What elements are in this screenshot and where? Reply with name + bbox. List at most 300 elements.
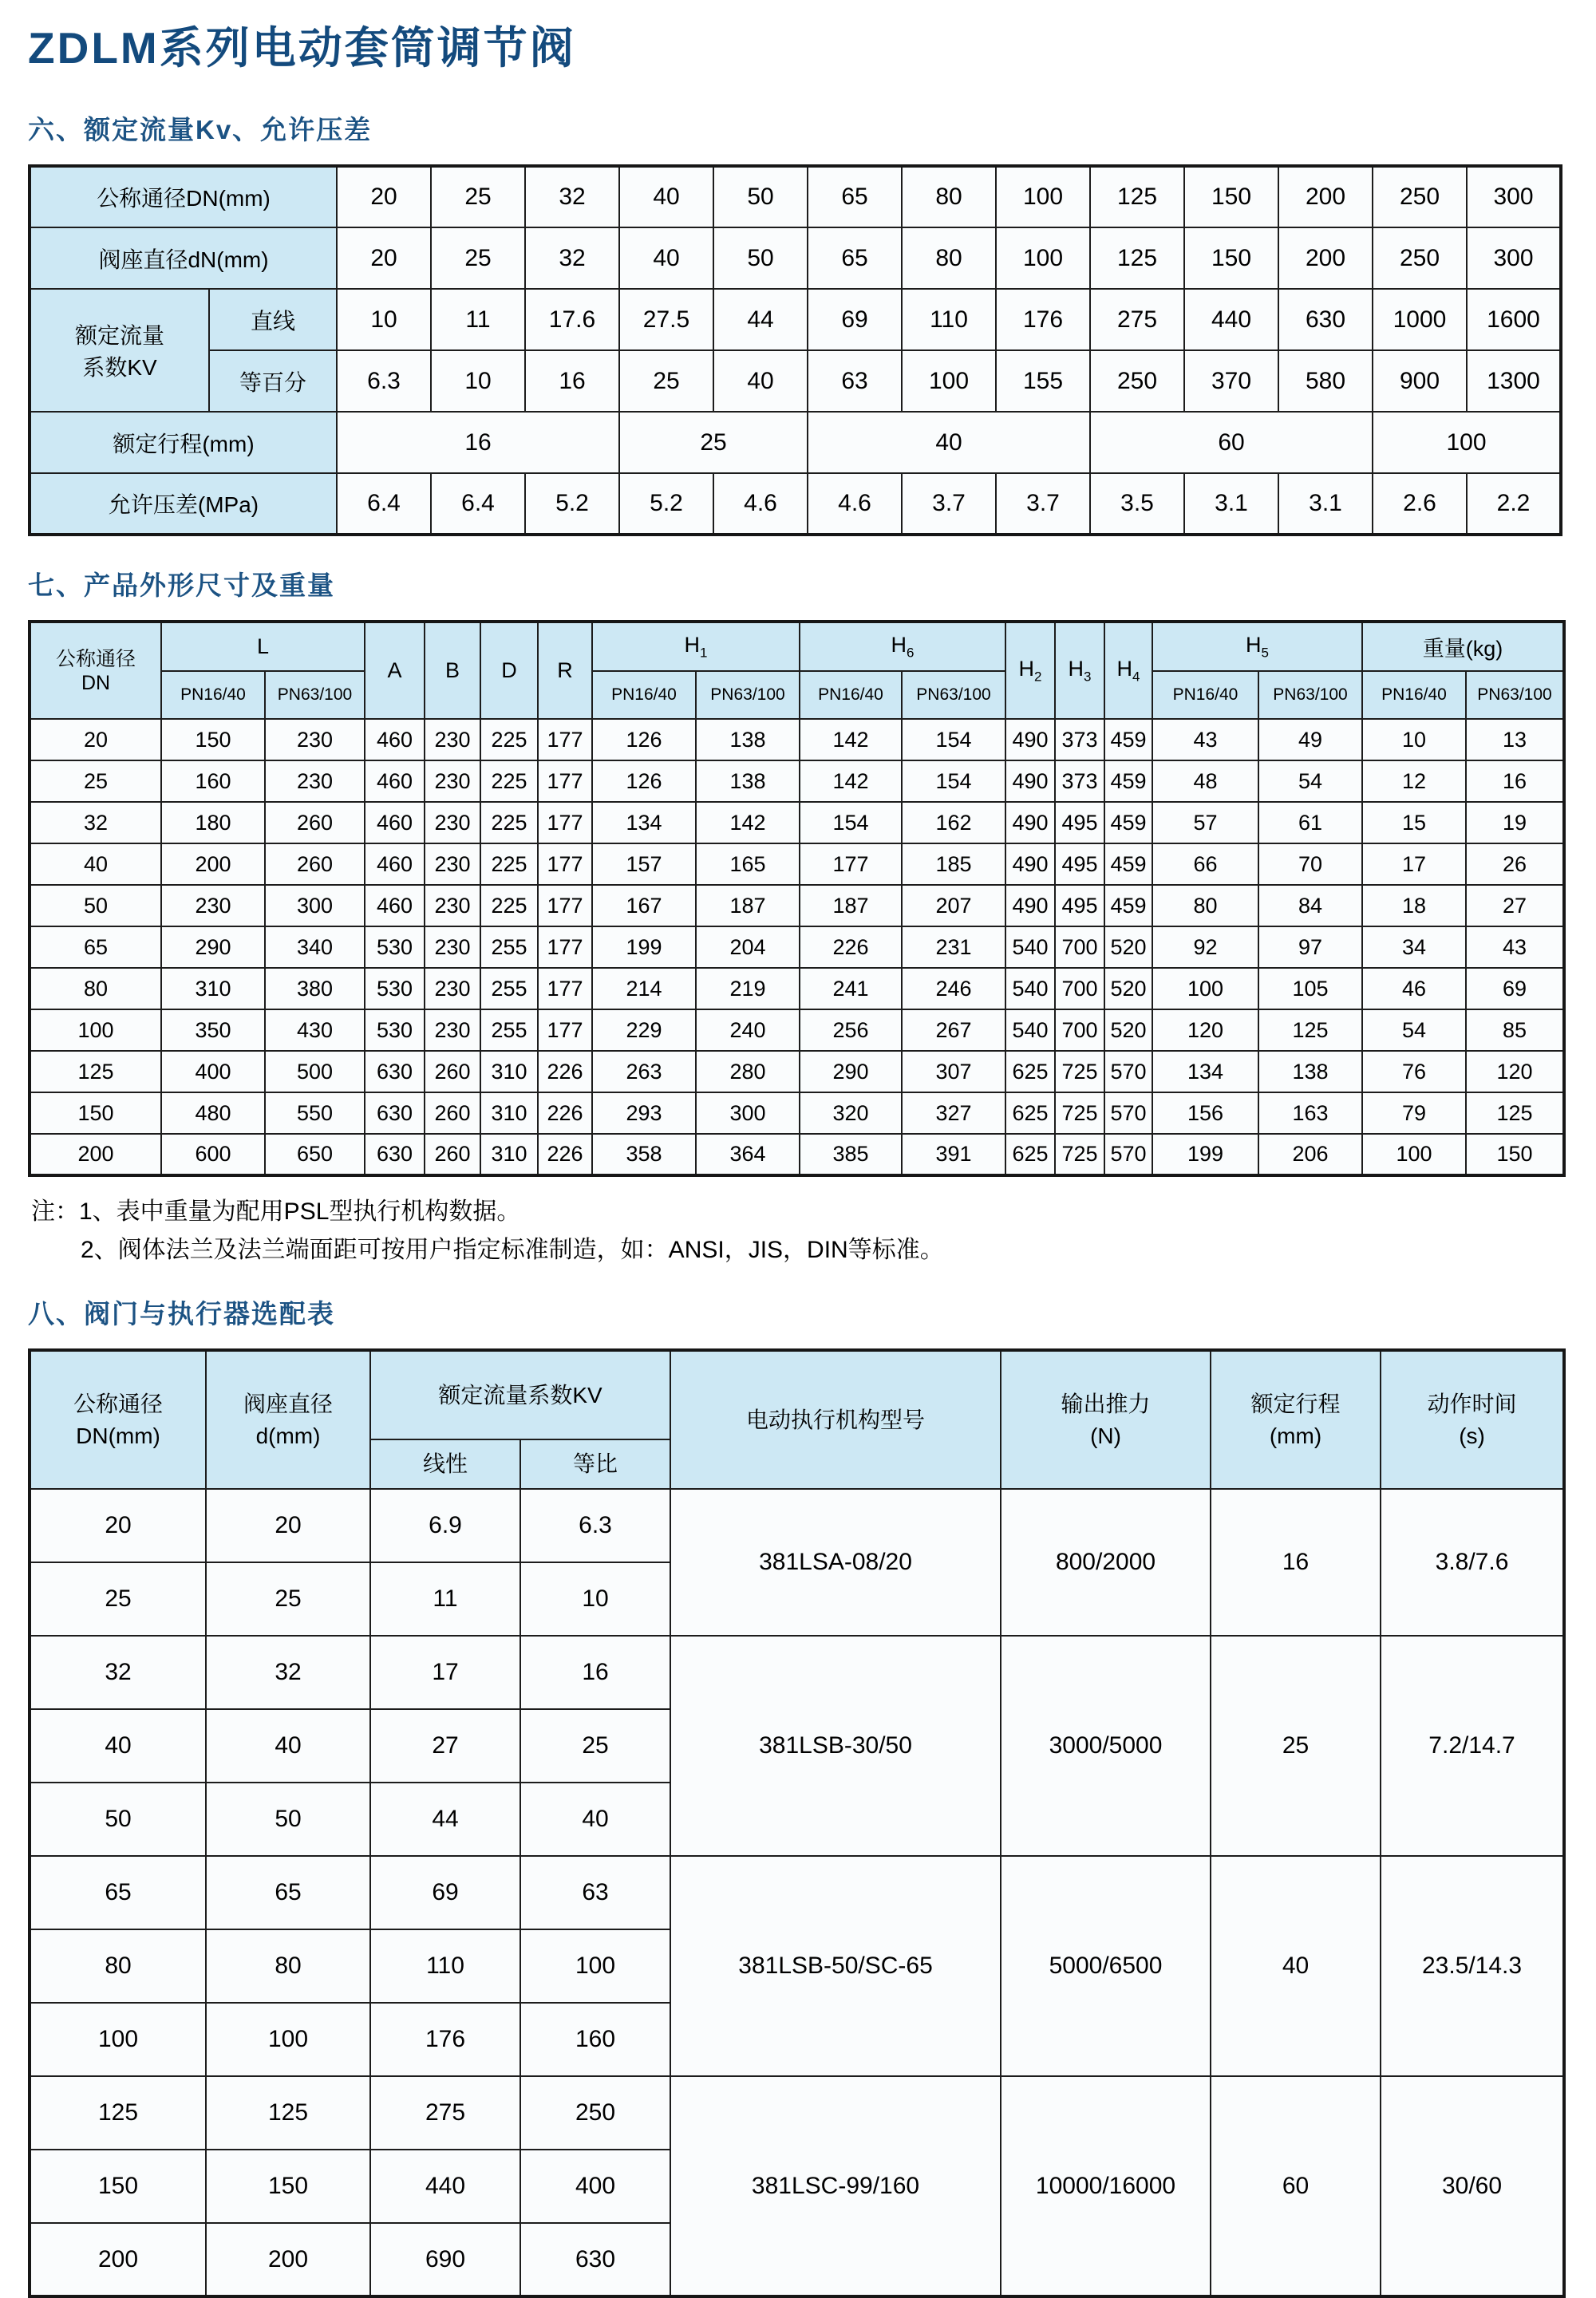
value-cell: 4.6	[713, 473, 808, 535]
value-cell: 263	[592, 1051, 696, 1092]
value-cell: 40	[30, 843, 161, 885]
value-cell: 380	[265, 968, 365, 1009]
value-cell: 43	[1466, 926, 1564, 968]
value-cell: 150	[161, 719, 265, 760]
value-cell: 110	[370, 1929, 520, 2003]
value-cell: 50	[713, 166, 808, 227]
table-row	[30, 1489, 1564, 1562]
table-row	[30, 166, 1561, 227]
value-cell: 177	[538, 885, 592, 926]
row-label-kv	[30, 289, 209, 412]
value-cell: 310	[161, 968, 265, 1009]
actuator-model-cell: 381LSA-08/20	[670, 1489, 1001, 1636]
value-cell: 625	[1005, 1051, 1055, 1092]
value-cell: 176	[996, 289, 1090, 350]
value-cell: 307	[902, 1051, 1005, 1092]
col-header-B: B	[425, 622, 480, 719]
value-cell: 150	[30, 1092, 161, 1134]
dn-header-line2: DN	[81, 671, 111, 694]
value-cell: 310	[480, 1092, 538, 1134]
value-cell: 34	[1362, 926, 1466, 968]
value-cell: 20	[30, 1489, 206, 1562]
value-cell: 84	[1258, 885, 1362, 926]
value-cell: 66	[1152, 843, 1258, 885]
value-cell: 125	[1090, 166, 1184, 227]
value-cell: 76	[1362, 1051, 1466, 1092]
value-cell: 6.4	[337, 473, 431, 535]
value-cell: 1300	[1467, 350, 1561, 412]
subheader-pn63-100: PN63/100	[265, 671, 365, 719]
value-cell: 43	[1152, 719, 1258, 760]
value-cell: 125	[1258, 1009, 1362, 1051]
value-cell: 32	[206, 1636, 370, 1709]
value-cell: 219	[696, 968, 800, 1009]
value-cell: 241	[800, 968, 902, 1009]
value-cell: 460	[365, 885, 425, 926]
value-cell: 364	[696, 1134, 800, 1175]
value-cell: 580	[1278, 350, 1373, 412]
value-cell: 142	[800, 760, 902, 802]
table-row	[30, 1051, 1564, 1092]
value-cell: 25	[431, 166, 525, 227]
value-cell: 250	[1373, 227, 1467, 289]
value-cell: 97	[1258, 926, 1362, 968]
value-cell: 570	[1104, 1051, 1152, 1092]
value-cell: 150	[1466, 1134, 1564, 1175]
value-cell: 255	[480, 1009, 538, 1051]
value-cell: 65	[30, 926, 161, 968]
value-cell: 16	[337, 412, 619, 473]
value-cell: 327	[902, 1092, 1005, 1134]
value-cell: 300	[1467, 227, 1561, 289]
page-title: ZDLM系列电动套筒调节阀	[28, 23, 576, 73]
value-cell: 230	[425, 1009, 480, 1051]
value-cell: 138	[696, 719, 800, 760]
dimensions-weight-table	[28, 620, 1566, 1177]
value-cell: 100	[1152, 968, 1258, 1009]
kv-label-line1: 额定流量	[74, 323, 164, 348]
value-cell: 530	[365, 926, 425, 968]
actuator-model-cell: 381LSC-99/160	[670, 2076, 1001, 2296]
value-cell: 459	[1104, 719, 1152, 760]
time-cell: 3.8/7.6	[1381, 1489, 1564, 1636]
value-cell: 125	[1090, 227, 1184, 289]
value-cell: 230	[425, 885, 480, 926]
value-cell: 200	[30, 2223, 206, 2296]
value-cell: 154	[902, 760, 1005, 802]
value-cell: 20	[30, 719, 161, 760]
value-cell: 40	[30, 1709, 206, 1783]
table-row	[30, 227, 1561, 289]
value-cell: 200	[30, 1134, 161, 1175]
value-cell: 3.7	[996, 473, 1090, 535]
col-header-H6: $H_6$	[800, 622, 1005, 671]
value-cell: 40	[619, 166, 713, 227]
valve-actuator-selection-table	[28, 1348, 1566, 2298]
section7-heading: 七、产品外形尺寸及重量	[28, 571, 335, 600]
subheader-pn63-100: PN63/100	[1466, 671, 1564, 719]
col-header-output-thrust: 输出推力 (N)	[1001, 1350, 1211, 1489]
value-cell: 138	[696, 760, 800, 802]
value-cell: 1600	[1467, 289, 1561, 350]
flow-pressure-table-body	[30, 166, 1561, 535]
value-cell: 57	[1152, 802, 1258, 843]
value-cell: 63	[520, 1856, 670, 1929]
value-cell: 700	[1055, 1009, 1104, 1051]
subheader-pn16-40: PN16/40	[592, 671, 696, 719]
value-cell: 725	[1055, 1134, 1104, 1175]
value-cell: 900	[1373, 350, 1467, 412]
value-cell: 50	[30, 885, 161, 926]
value-cell: 460	[365, 719, 425, 760]
value-cell: 27	[1466, 885, 1564, 926]
selection-table-body	[30, 1489, 1564, 2296]
value-cell: 134	[592, 802, 696, 843]
table-row	[30, 1134, 1564, 1175]
row-label-equal-percentage: 等百分	[209, 350, 337, 412]
value-cell: 125	[206, 2076, 370, 2150]
value-cell: 12	[1362, 760, 1466, 802]
value-cell: 162	[902, 802, 1005, 843]
value-cell: 100	[520, 1929, 670, 2003]
stroke-cell: 25	[1211, 1636, 1381, 1856]
value-cell: 180	[161, 802, 265, 843]
value-cell: 11	[370, 1562, 520, 1636]
value-cell: 27	[370, 1709, 520, 1783]
value-cell: 177	[800, 843, 902, 885]
value-cell: 54	[1362, 1009, 1466, 1051]
value-cell: 300	[1467, 166, 1561, 227]
value-cell: 370	[1184, 350, 1278, 412]
table-row	[30, 802, 1564, 843]
value-cell: 460	[365, 843, 425, 885]
value-cell: 293	[592, 1092, 696, 1134]
value-cell: 80	[902, 166, 996, 227]
value-cell: 490	[1005, 760, 1055, 802]
value-cell: 230	[425, 802, 480, 843]
stroke-cell: 40	[1211, 1856, 1381, 2076]
col-header-H3: $H_3$	[1055, 622, 1104, 719]
value-cell: 230	[265, 719, 365, 760]
row-label-nominal-diameter: 公称通径DN(mm)	[30, 166, 337, 227]
row-label-seat-diameter: 阀座直径dN(mm)	[30, 227, 337, 289]
time-cell: 23.5/14.3	[1381, 1856, 1564, 2076]
value-cell: 3.1	[1184, 473, 1278, 535]
value-cell: 50	[30, 1783, 206, 1856]
value-cell: 240	[696, 1009, 800, 1051]
value-cell: 459	[1104, 802, 1152, 843]
value-cell: 600	[161, 1134, 265, 1175]
value-cell: 226	[538, 1092, 592, 1134]
row-label-rated-stroke: 额定行程(mm)	[30, 412, 337, 473]
value-cell: 16	[525, 350, 619, 412]
value-cell: 10	[431, 350, 525, 412]
value-cell: 225	[480, 843, 538, 885]
thrust-cell: 800/2000	[1001, 1489, 1211, 1636]
value-cell: 5.2	[619, 473, 713, 535]
row-label-allowable-dp: 允许压差(MPa)	[30, 473, 337, 535]
value-cell: 4.6	[808, 473, 902, 535]
value-cell: 440	[370, 2150, 520, 2223]
table-row	[30, 843, 1564, 885]
table-row	[30, 1856, 1564, 1929]
value-cell: 260	[425, 1051, 480, 1092]
value-cell: 100	[30, 2003, 206, 2076]
value-cell: 490	[1005, 885, 1055, 926]
value-cell: 154	[800, 802, 902, 843]
value-cell: 92	[1152, 926, 1258, 968]
dn-header-line1: 公称通径	[55, 647, 136, 670]
value-cell: 11	[431, 289, 525, 350]
value-cell: 160	[520, 2003, 670, 2076]
value-cell: 229	[592, 1009, 696, 1051]
value-cell: 65	[206, 1856, 370, 1929]
value-cell: 100	[996, 227, 1090, 289]
value-cell: 13	[1466, 719, 1564, 760]
table-row	[30, 473, 1561, 535]
value-cell: 44	[713, 289, 808, 350]
value-cell: 260	[425, 1092, 480, 1134]
value-cell: 5.2	[525, 473, 619, 535]
col-header-action-time: 动作时间 (s)	[1381, 1350, 1564, 1489]
value-cell: 126	[592, 719, 696, 760]
value-cell: 490	[1005, 802, 1055, 843]
subheader-linear: 线性	[370, 1439, 520, 1489]
value-cell: 80	[206, 1929, 370, 2003]
value-cell: 19	[1466, 802, 1564, 843]
value-cell: 630	[365, 1134, 425, 1175]
value-cell: 20	[337, 166, 431, 227]
value-cell: 530	[365, 1009, 425, 1051]
value-cell: 310	[480, 1134, 538, 1175]
value-cell: 125	[30, 1051, 161, 1092]
value-cell: 250	[1373, 166, 1467, 227]
value-cell: 40	[520, 1783, 670, 1856]
table-row	[30, 350, 1561, 412]
subheader-pn16-40: PN16/40	[800, 671, 902, 719]
col-header-weight: 重量(kg)	[1362, 622, 1564, 671]
value-cell: 49	[1258, 719, 1362, 760]
actuator-model-cell: 381LSB-30/50	[670, 1636, 1001, 1856]
value-cell: 460	[365, 760, 425, 802]
col-header-H5: $H_5$	[1152, 622, 1362, 671]
value-cell: 350	[161, 1009, 265, 1051]
table-row	[30, 968, 1564, 1009]
value-cell: 520	[1104, 1009, 1152, 1051]
value-cell: 176	[370, 2003, 520, 2076]
value-cell: 54	[1258, 760, 1362, 802]
subheader-pn63-100: PN63/100	[696, 671, 800, 719]
value-cell: 540	[1005, 926, 1055, 968]
value-cell: 60	[1090, 412, 1373, 473]
value-cell: 200	[206, 2223, 370, 2296]
value-cell: 459	[1104, 843, 1152, 885]
value-cell: 32	[525, 227, 619, 289]
actuator-model-cell: 381LSB-50/SC-65	[670, 1856, 1001, 2076]
value-cell: 150	[1184, 166, 1278, 227]
value-cell: 400	[520, 2150, 670, 2223]
value-cell: 6.3	[337, 350, 431, 412]
value-cell: 40	[619, 227, 713, 289]
value-cell: 177	[538, 926, 592, 968]
value-cell: 125	[1466, 1092, 1564, 1134]
value-cell: 246	[902, 968, 1005, 1009]
value-cell: 187	[696, 885, 800, 926]
value-cell: 40	[808, 412, 1090, 473]
value-cell: 199	[592, 926, 696, 968]
value-cell: 530	[365, 968, 425, 1009]
value-cell: 63	[808, 350, 902, 412]
value-cell: 18	[1362, 885, 1466, 926]
value-cell: 225	[480, 885, 538, 926]
value-cell: 570	[1104, 1134, 1152, 1175]
value-cell: 256	[800, 1009, 902, 1051]
value-cell: 570	[1104, 1092, 1152, 1134]
value-cell: 150	[206, 2150, 370, 2223]
value-cell: 80	[902, 227, 996, 289]
value-cell: 300	[696, 1092, 800, 1134]
value-cell: 17.6	[525, 289, 619, 350]
subheader-pn16-40: PN16/40	[161, 671, 265, 719]
subheader-pn63-100: PN63/100	[1258, 671, 1362, 719]
value-cell: 125	[30, 2076, 206, 2150]
col-header-A: A	[365, 622, 425, 719]
value-cell: 100	[206, 2003, 370, 2076]
value-cell: 40	[206, 1709, 370, 1783]
value-cell: 206	[1258, 1134, 1362, 1175]
value-cell: 150	[30, 2150, 206, 2223]
value-cell: 230	[425, 760, 480, 802]
value-cell: 250	[1090, 350, 1184, 412]
selection-table-header	[30, 1350, 1564, 1489]
value-cell: 155	[996, 350, 1090, 412]
subheader-pn16-40: PN16/40	[1152, 671, 1258, 719]
value-cell: 10	[337, 289, 431, 350]
thrust-cell: 3000/5000	[1001, 1636, 1211, 1856]
value-cell: 65	[808, 227, 902, 289]
value-cell: 430	[265, 1009, 365, 1051]
stroke-cell: 16	[1211, 1489, 1381, 1636]
value-cell: 50	[206, 1783, 370, 1856]
value-cell: 225	[480, 760, 538, 802]
value-cell: 126	[592, 760, 696, 802]
value-cell: 275	[1090, 289, 1184, 350]
value-cell: 177	[538, 802, 592, 843]
value-cell: 630	[520, 2223, 670, 2296]
value-cell: 226	[538, 1134, 592, 1175]
value-cell: 373	[1055, 760, 1104, 802]
value-cell: 230	[161, 885, 265, 926]
col-header-dn	[30, 622, 161, 719]
col-header-D: D	[480, 622, 538, 719]
value-cell: 290	[800, 1051, 902, 1092]
value-cell: 540	[1005, 968, 1055, 1009]
value-cell: 177	[538, 968, 592, 1009]
value-cell: 187	[800, 885, 902, 926]
value-cell: 260	[425, 1134, 480, 1175]
value-cell: 163	[1258, 1092, 1362, 1134]
row-label-linear: 直线	[209, 289, 337, 350]
col-header-rated-stroke: 额定行程 (mm)	[1211, 1350, 1381, 1489]
value-cell: 134	[1152, 1051, 1258, 1092]
table-notes	[31, 1193, 1590, 1269]
value-cell: 3.7	[902, 473, 996, 535]
value-cell: 69	[370, 1856, 520, 1929]
value-cell: 150	[1184, 227, 1278, 289]
value-cell: 50	[713, 227, 808, 289]
value-cell: 156	[1152, 1092, 1258, 1134]
value-cell: 630	[365, 1092, 425, 1134]
value-cell: 6.9	[370, 1489, 520, 1562]
value-cell: 120	[1466, 1051, 1564, 1092]
value-cell: 61	[1258, 802, 1362, 843]
value-cell: 625	[1005, 1134, 1055, 1175]
value-cell: 100	[30, 1009, 161, 1051]
value-cell: 630	[1278, 289, 1373, 350]
value-cell: 1000	[1373, 289, 1467, 350]
value-cell: 500	[265, 1051, 365, 1092]
value-cell: 185	[902, 843, 1005, 885]
value-cell: 25	[619, 350, 713, 412]
value-cell: 110	[902, 289, 996, 350]
value-cell: 226	[800, 926, 902, 968]
value-cell: 65	[30, 1856, 206, 1929]
table-row	[30, 719, 1564, 760]
value-cell: 138	[1258, 1051, 1362, 1092]
value-cell: 358	[592, 1134, 696, 1175]
value-cell: 17	[1362, 843, 1466, 885]
value-cell: 100	[996, 166, 1090, 227]
dimensions-table-header	[30, 622, 1564, 719]
value-cell: 725	[1055, 1051, 1104, 1092]
value-cell: 6.3	[520, 1489, 670, 1562]
value-cell: 26	[1466, 843, 1564, 885]
value-cell: 16	[1466, 760, 1564, 802]
value-cell: 69	[808, 289, 902, 350]
subheader-equal-ratio: 等比	[520, 1439, 670, 1489]
value-cell: 290	[161, 926, 265, 968]
value-cell: 226	[538, 1051, 592, 1092]
value-cell: 2.2	[1467, 473, 1561, 535]
value-cell: 459	[1104, 885, 1152, 926]
value-cell: 25	[30, 760, 161, 802]
value-cell: 260	[265, 843, 365, 885]
value-cell: 495	[1055, 885, 1104, 926]
value-cell: 10	[1362, 719, 1466, 760]
value-cell: 459	[1104, 760, 1152, 802]
value-cell: 550	[265, 1092, 365, 1134]
subheader-pn63-100: PN63/100	[902, 671, 1005, 719]
value-cell: 250	[520, 2076, 670, 2150]
value-cell: 231	[902, 926, 1005, 968]
note-line1: 注：1、表中重量为配用PSL型执行机构数据。	[31, 1198, 521, 1225]
value-cell: 340	[265, 926, 365, 968]
table-row	[30, 1009, 1564, 1051]
value-cell: 154	[902, 719, 1005, 760]
value-cell: 16	[520, 1636, 670, 1709]
value-cell: 80	[1152, 885, 1258, 926]
value-cell: 495	[1055, 802, 1104, 843]
value-cell: 160	[161, 760, 265, 802]
dimensions-table-body	[30, 719, 1564, 1175]
value-cell: 255	[480, 926, 538, 968]
value-cell: 400	[161, 1051, 265, 1092]
col-header-H1: $H_1$	[592, 622, 800, 671]
stroke-cell: 60	[1211, 2076, 1381, 2296]
value-cell: 540	[1005, 1009, 1055, 1051]
value-cell: 310	[480, 1051, 538, 1092]
value-cell: 280	[696, 1051, 800, 1092]
